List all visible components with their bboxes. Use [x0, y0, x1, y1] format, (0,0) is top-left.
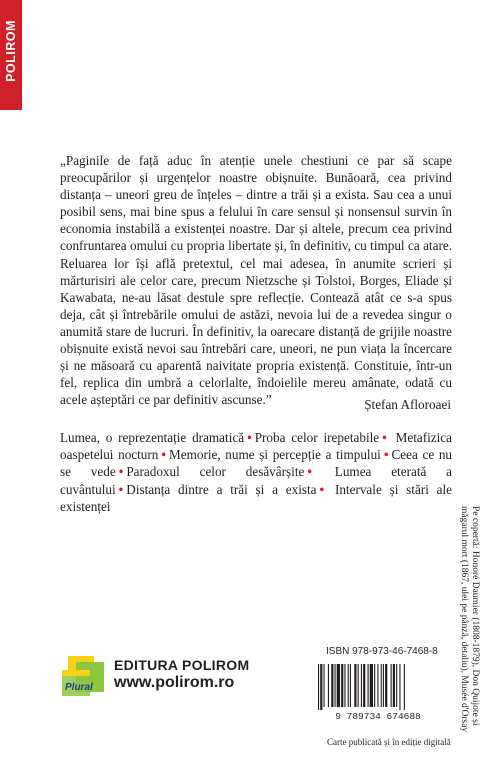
cover-credit-text: Pe copertă: Honoré Daumier (1808-1879), Don Quijote și măgarul mort (1867, ulei pe pânză, detaliu), Musée d'Orsay — [459, 506, 480, 733]
barcode-bar — [363, 664, 365, 707]
digital-edition-note: Carte publicată și în ediție digitală — [327, 737, 451, 747]
bullet-icon: • — [118, 464, 124, 480]
cover-credit — [459, 506, 480, 736]
chapter-title: Proba celor irepetabile — [254, 430, 380, 445]
barcode-bar — [348, 664, 349, 707]
quote-author: Ștefan Afloroaei — [364, 397, 451, 412]
barcode-bar — [350, 664, 351, 707]
barcode-bar — [370, 664, 373, 707]
barcode — [312, 662, 444, 720]
barcode-bar — [324, 664, 325, 707]
barcode-bar — [320, 664, 322, 710]
barcode-bar — [335, 664, 336, 707]
barcode-bar — [328, 664, 329, 707]
bullet-icon: • — [247, 430, 252, 445]
barcode-bar — [368, 664, 369, 707]
barcode-bar — [383, 664, 384, 707]
barcode-bar — [396, 664, 397, 707]
barcode-bars — [318, 664, 405, 710]
chapter-title: Paradoxul celor desăvârșite — [126, 464, 305, 480]
barcode-bar — [381, 664, 382, 707]
publisher-name: EDITURA POLIROM — [114, 657, 250, 673]
barcode-bar — [331, 664, 333, 707]
chapter-title: Lumea eterată a cuvântului — [60, 464, 452, 497]
chapter-title: Metafizica oaspetelui nocturn — [60, 430, 452, 463]
bullet-icon: • — [383, 447, 389, 463]
barcode-bar — [318, 664, 319, 710]
barcode-bar — [358, 664, 359, 707]
polirom-brand-tab — [0, 0, 22, 110]
barcode-bar — [399, 664, 400, 710]
barcode-bar — [385, 664, 387, 707]
barcode-bar — [361, 664, 362, 707]
chapter-title: Memorie, nume și percepție a timpului — [169, 447, 381, 463]
bullet-icon: • — [307, 464, 312, 480]
barcode-bar — [374, 664, 375, 707]
chapter-title: Intervale și stări ale existenței — [60, 481, 453, 514]
barcode-bar — [337, 664, 340, 707]
chapter-titles — [60, 429, 452, 515]
svg-text:Plural: Plural — [65, 682, 93, 693]
chapter-title: Distanța dintre a trăi și a exista — [126, 481, 317, 497]
publisher-block — [114, 657, 249, 692]
barcode-bar — [377, 664, 378, 707]
bullet-icon: • — [382, 430, 387, 445]
barcode-digits: 9 789734 674688 — [335, 711, 421, 720]
back-cover-quote: „Paginile de față aduc în atenție unele chestiuni ce par să scape preocupărilor și urgențelor noastre obișnuite. Bunăoară, cea privind distanța – uneori greu de înțeles – dintre a trăi și a exista. Sau cea a unui posibil sens, mai bine spus a felului în care sensul și nonsensul survin în economia instabilă a existenței noastre. Dar și altele, precum cea privind confruntarea omului cu propria libertate și, în definitiv, cu timpul ca atare. Reluarea lor își află pretextul, cel mai adesea, în anumite scrieri și mărturisiri ale celor care, precum Nietzsche și Tolstoi, Borges, Eliade și Kawabata, ne-au lăsat destule spre reflecție. Contează atât ce s-a spus deja, cât și întrebările omului de astăzi, nevoia lui de a revedea singur o anumită stare de lucruri. În definitiv, la oarecare distanță de grijile noastre obișnuite există nevoi sau întrebări care, uneori, ne pun viața la încercare și ne măsoară cu aparentă naivitate propria existență. Constituie, într-un fel, replica din umbră a celorlalte, îndoielile mereu amânate, odată cu acele așteptări ce par definitiv ascunse.” — [60, 153, 452, 408]
bullet-icon: • — [118, 481, 124, 497]
barcode-bar — [354, 664, 356, 707]
chapter-title: Lumea, o reprezentație dramatică — [60, 430, 245, 445]
barcode-bar — [341, 664, 343, 707]
plural-logo — [60, 652, 108, 698]
bullet-icon: • — [319, 481, 325, 497]
chapter-title: Ceea ce nu se vede — [60, 447, 453, 480]
barcode-bar — [393, 664, 395, 707]
barcode-bar — [404, 664, 405, 710]
bullet-icon: • — [161, 447, 167, 463]
barcode-bar — [344, 664, 345, 707]
publisher-url: www.polirom.ro — [114, 674, 235, 691]
isbn-label: ISBN 978-973-46-7468-8 — [326, 646, 438, 657]
barcode-bar — [391, 664, 392, 707]
brand-label: POLIROM — [4, 20, 18, 82]
